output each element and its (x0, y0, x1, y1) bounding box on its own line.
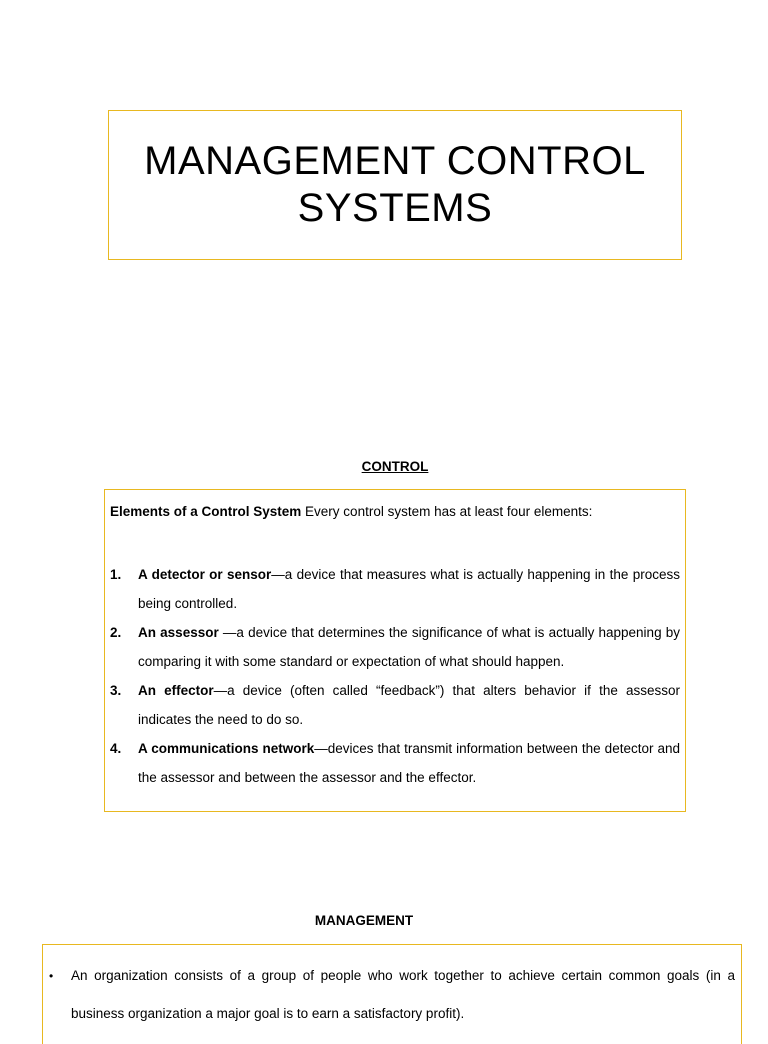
title-line-1: MANAGEMENT CONTROL (144, 139, 646, 183)
control-intro-bold: Elements of a Control System (110, 504, 302, 519)
control-elements-box (104, 489, 686, 812)
list-item-text (138, 676, 680, 734)
title-box (108, 110, 682, 260)
bullet-text: An organization consists of a group of people who work together to achieve certain common goals (in a business organization a major goal is to earn a satisfactory profit). (71, 968, 735, 1021)
management-heading: MANAGEMENT (314, 913, 414, 928)
control-intro-rest: Every control system has at least four elements: (301, 504, 593, 519)
list-item-text (138, 618, 680, 676)
list-item (110, 734, 680, 792)
list-item-term: An effector (138, 683, 214, 698)
bullet-item (49, 957, 735, 1033)
list-item-description: —a device (often called “feedback”) that alters behavior if the assessor indicates the need to do so. (138, 683, 680, 727)
list-item-term: An assessor (138, 625, 219, 640)
management-box (42, 944, 742, 1044)
control-intro (110, 502, 680, 522)
bullet-icon: • (49, 969, 54, 983)
list-item (110, 560, 680, 618)
list-item-text (138, 734, 680, 792)
control-heading: CONTROL (361, 459, 429, 474)
list-item-description: —a device that measures what is actually happening in the process being controlled. (138, 567, 680, 611)
list-item-description: —devices that transmit information between the detector and the assessor and between the assessor and the effector. (138, 741, 680, 785)
list-item-term: A detector or sensor (138, 567, 272, 582)
list-item (110, 676, 680, 734)
list-item-term: A communications network (138, 741, 315, 756)
page-title (144, 138, 646, 232)
list-item-number: 3. (110, 683, 122, 698)
list-item-text (138, 560, 680, 618)
list-item-number: 2. (110, 625, 122, 640)
list-item-number: 1. (110, 567, 122, 582)
title-line-2: SYSTEMS (297, 186, 493, 230)
list-item-description: —a device that determines the significance of what is actually happening by comparing it with some standard or expectation of what should happen. (138, 625, 681, 669)
list-item (110, 618, 680, 676)
list-item-number: 4. (110, 741, 122, 756)
